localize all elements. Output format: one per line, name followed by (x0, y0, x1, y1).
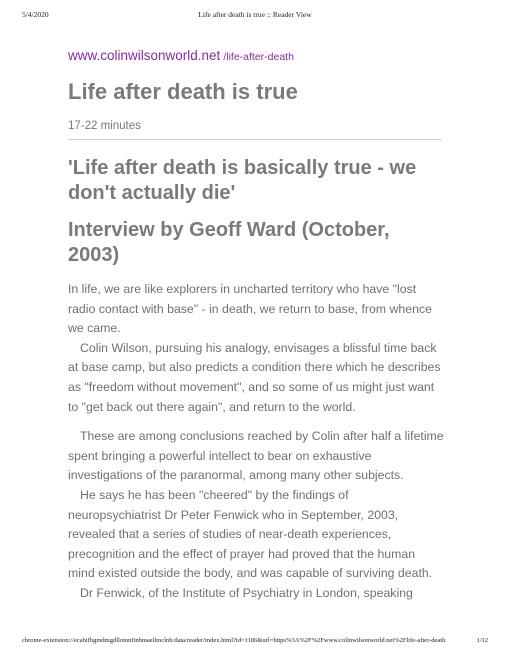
article-subtitle-interview: Interview by Geoff Ward (October, 2003) (68, 219, 390, 266)
source-line (68, 48, 444, 65)
print-header (22, 10, 488, 22)
paragraph: Dr Fenwick, of the Institute of Psychiatry in London, speaking (80, 585, 413, 600)
article-title: Life after death is true (68, 79, 298, 104)
page-number: 1/12 (476, 637, 488, 644)
print-url: chrome-extension://ecabifbgmdmgdllomnfinbmaellmclnh/data/reader/index.html?id=1186&url=https%3A%2F%2Fwww.colinwilsonworld.net%2Flife-after-death (22, 637, 446, 644)
title-divider (68, 139, 442, 140)
paragraph: These are among conclusions reached by Colin after half a lifetime spent bringing a powerful intellect to bear on exhaustive investigations of the paranormal, among many other subjects. (68, 429, 444, 483)
paragraph: He says he has been "cheered" by the findings of neuropsychiatrist Dr Peter Fenwick who in September, 2003, revealed that a series of studies of near-death experiences, precognition and the effect of prayer had proved that the human mind existed outside the body, and was capable of surviving death. (68, 487, 433, 581)
reading-time: 17-22 minutes (68, 120, 141, 132)
article (68, 48, 444, 604)
print-date: 5/4/2020 (22, 10, 49, 19)
paragraph: Colin Wilson, pursuing his analogy, envisages a blissful time back at base camp, but also predicts a condition there which he describes as "freedom without movement", and so some of us might just want to "get back out there again", and return to the world. (68, 340, 441, 414)
article-subtitle-quote: 'Life after death is basically true - we don't actually die' (68, 157, 417, 204)
paragraph: In life, we are like explorers in uncharted territory who have "lost radio contact with base" - in death, we return to base, from whence we came. (68, 282, 432, 336)
source-path[interactable]: /life-after-death (223, 51, 294, 63)
print-page-title: Life after death is true :: Reader View (198, 10, 312, 19)
print-footer (22, 637, 488, 647)
source-domain-link[interactable]: www.colinwilsonworld.net (68, 48, 221, 63)
